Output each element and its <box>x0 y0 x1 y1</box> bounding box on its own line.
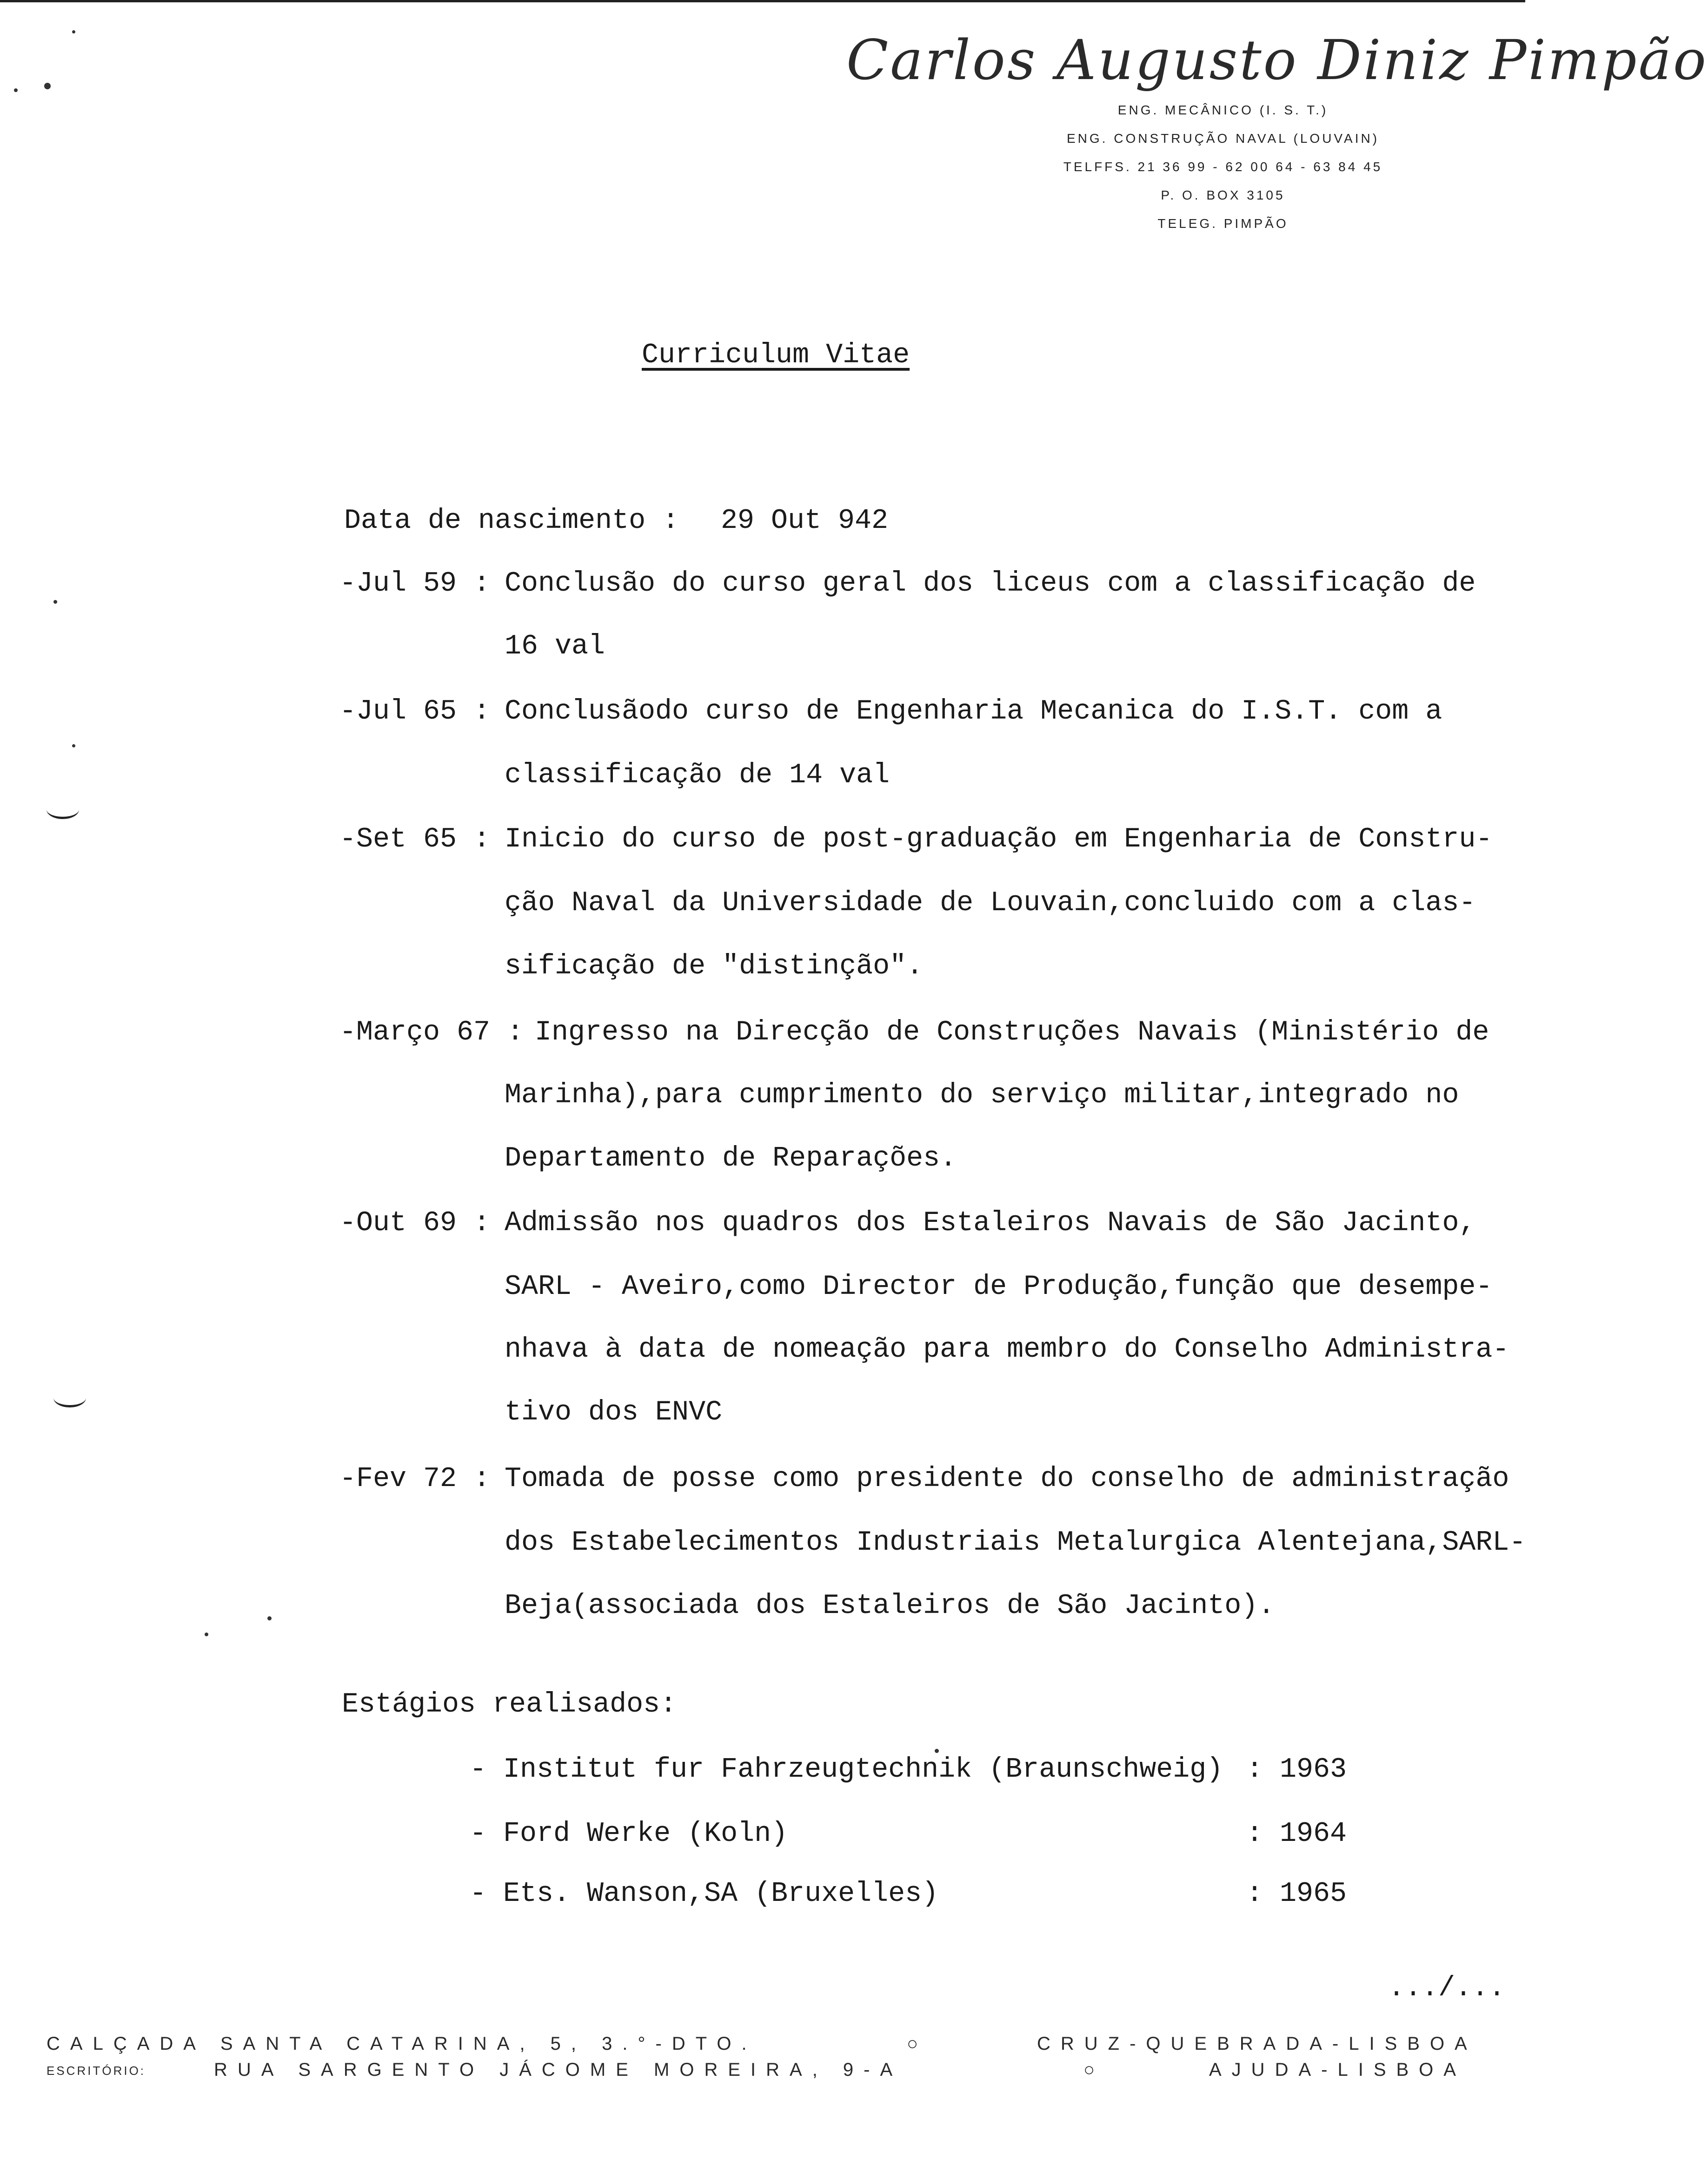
entry-text-line: 16 val <box>505 631 605 662</box>
letterhead-line: P. O. BOX 3105 <box>1161 188 1285 202</box>
birth-value: 29 Out 942 <box>721 505 889 537</box>
stage-name: - Ford Werke (Koln) <box>470 1818 788 1850</box>
entry-text-line: sificação de "distinção". <box>505 951 924 982</box>
entry-date: -Out 69 : <box>339 1207 491 1239</box>
entry-text-line: Marinha),para cumprimento do serviço militar,integrado no <box>505 1080 1459 1111</box>
birth-label: Data de nascimento : <box>344 505 679 537</box>
entry-date: -Set 65 : <box>339 824 491 855</box>
footer-city-home: CRUZ-QUEBRADA-LISBOA <box>1037 2033 1477 2054</box>
entry-text-line: Admissão nos quadros dos Estaleiros Navais de São Jacinto, <box>505 1207 1476 1239</box>
stages-heading: Estágios realisados: <box>342 1689 677 1720</box>
letterhead-name: Carlos Augusto Diniz Pimpão <box>846 28 1708 92</box>
entry-date: -Jul 59 : <box>339 568 491 600</box>
stage-year: : 1964 <box>1246 1818 1347 1850</box>
entry-text-line: Beja(associada dos Estaleiros de São Jacinto). <box>505 1590 1275 1622</box>
entry-text-line: SARL - Aveiro,como Director de Produção,função que desempe- <box>505 1271 1493 1303</box>
scan-speck <box>53 600 57 604</box>
stage-name: - Institut fur Fahrzeugtechnik (Braunschweig) <box>470 1754 1223 1786</box>
footer-address-office: RUA SARGENTO JÁCOME MOREIRA, 9-A <box>214 2060 903 2080</box>
entry-text-line: Departamento de Reparações. <box>505 1143 957 1174</box>
continued-marker: .../... <box>1388 1973 1506 2004</box>
entry-text-line: nhava à data de nomeação para membro do Conselho Administra- <box>505 1334 1509 1366</box>
footer-separator-mark: ○ <box>1083 2060 1105 2080</box>
letterhead-line: TELFFS. 21 36 99 - 62 00 64 - 63 84 45 <box>1063 160 1383 174</box>
entry-text-line: tivo dos ENVC <box>505 1397 723 1428</box>
binder-hole-mark <box>47 800 79 819</box>
entry-text-line: dos Estabelecimentos Industriais Metalurgica Alentejana,SARL- <box>505 1527 1526 1559</box>
footer-separator-mark: ○ <box>907 2033 929 2054</box>
entry-text-line: Conclusão do curso geral dos liceus com a classificação de <box>505 568 1476 600</box>
document-title: Curriculum Vitae <box>642 340 910 371</box>
scan-speck <box>14 88 18 92</box>
entry-text-line: classificação de 14 val <box>505 760 890 791</box>
entry-text-line: ção Naval da Universidade de Louvain,concluido com a clas- <box>505 887 1476 919</box>
letterhead-line: TELEG. PIMPÃO <box>1157 216 1289 231</box>
letterhead-line: ENG. MECÂNICO (I. S. T.) <box>1117 103 1329 117</box>
entry-date: -Março 67 : <box>339 1017 524 1048</box>
scan-speck <box>44 83 51 89</box>
scan-speck <box>267 1616 272 1620</box>
entry-text-line: Tomada de posse como presidente do conselho de administração <box>505 1463 1509 1495</box>
footer-address-home: CALÇADA SANTA CATARINA, 5, 3.°-DTO. <box>47 2033 757 2054</box>
binder-hole-mark <box>53 1388 86 1407</box>
entry-text-line: Ingresso na Direcção de Construções Navais (Ministério de <box>535 1017 1489 1048</box>
scan-speck <box>935 1749 939 1753</box>
stage-year: : 1963 <box>1246 1754 1347 1786</box>
letterhead-details <box>930 96 1516 238</box>
entry-text-line: Inicio do curso de post-graduação em Engenharia de Constru- <box>505 824 1493 855</box>
top-rule <box>0 0 1525 2</box>
scan-speck <box>72 744 75 747</box>
entry-text-line: Conclusãodo curso de Engenharia Mecanica do I.S.T. com a <box>505 696 1442 727</box>
footer-city-office: AJUDA-LISBOA <box>1209 2060 1466 2080</box>
footer-office-label: ESCRITÓRIO: <box>47 2064 146 2078</box>
stage-year: : 1965 <box>1246 1878 1347 1910</box>
entry-date: -Fev 72 : <box>339 1463 491 1495</box>
letterhead-line: ENG. CONSTRUÇÃO NAVAL (LOUVAIN) <box>1066 131 1380 146</box>
entry-date: -Jul 65 : <box>339 696 491 727</box>
letterhead <box>846 28 1708 238</box>
scan-speck <box>205 1633 208 1636</box>
stage-name: - Ets. Wanson,SA (Bruxelles) <box>470 1878 939 1910</box>
scan-speck <box>72 30 75 33</box>
